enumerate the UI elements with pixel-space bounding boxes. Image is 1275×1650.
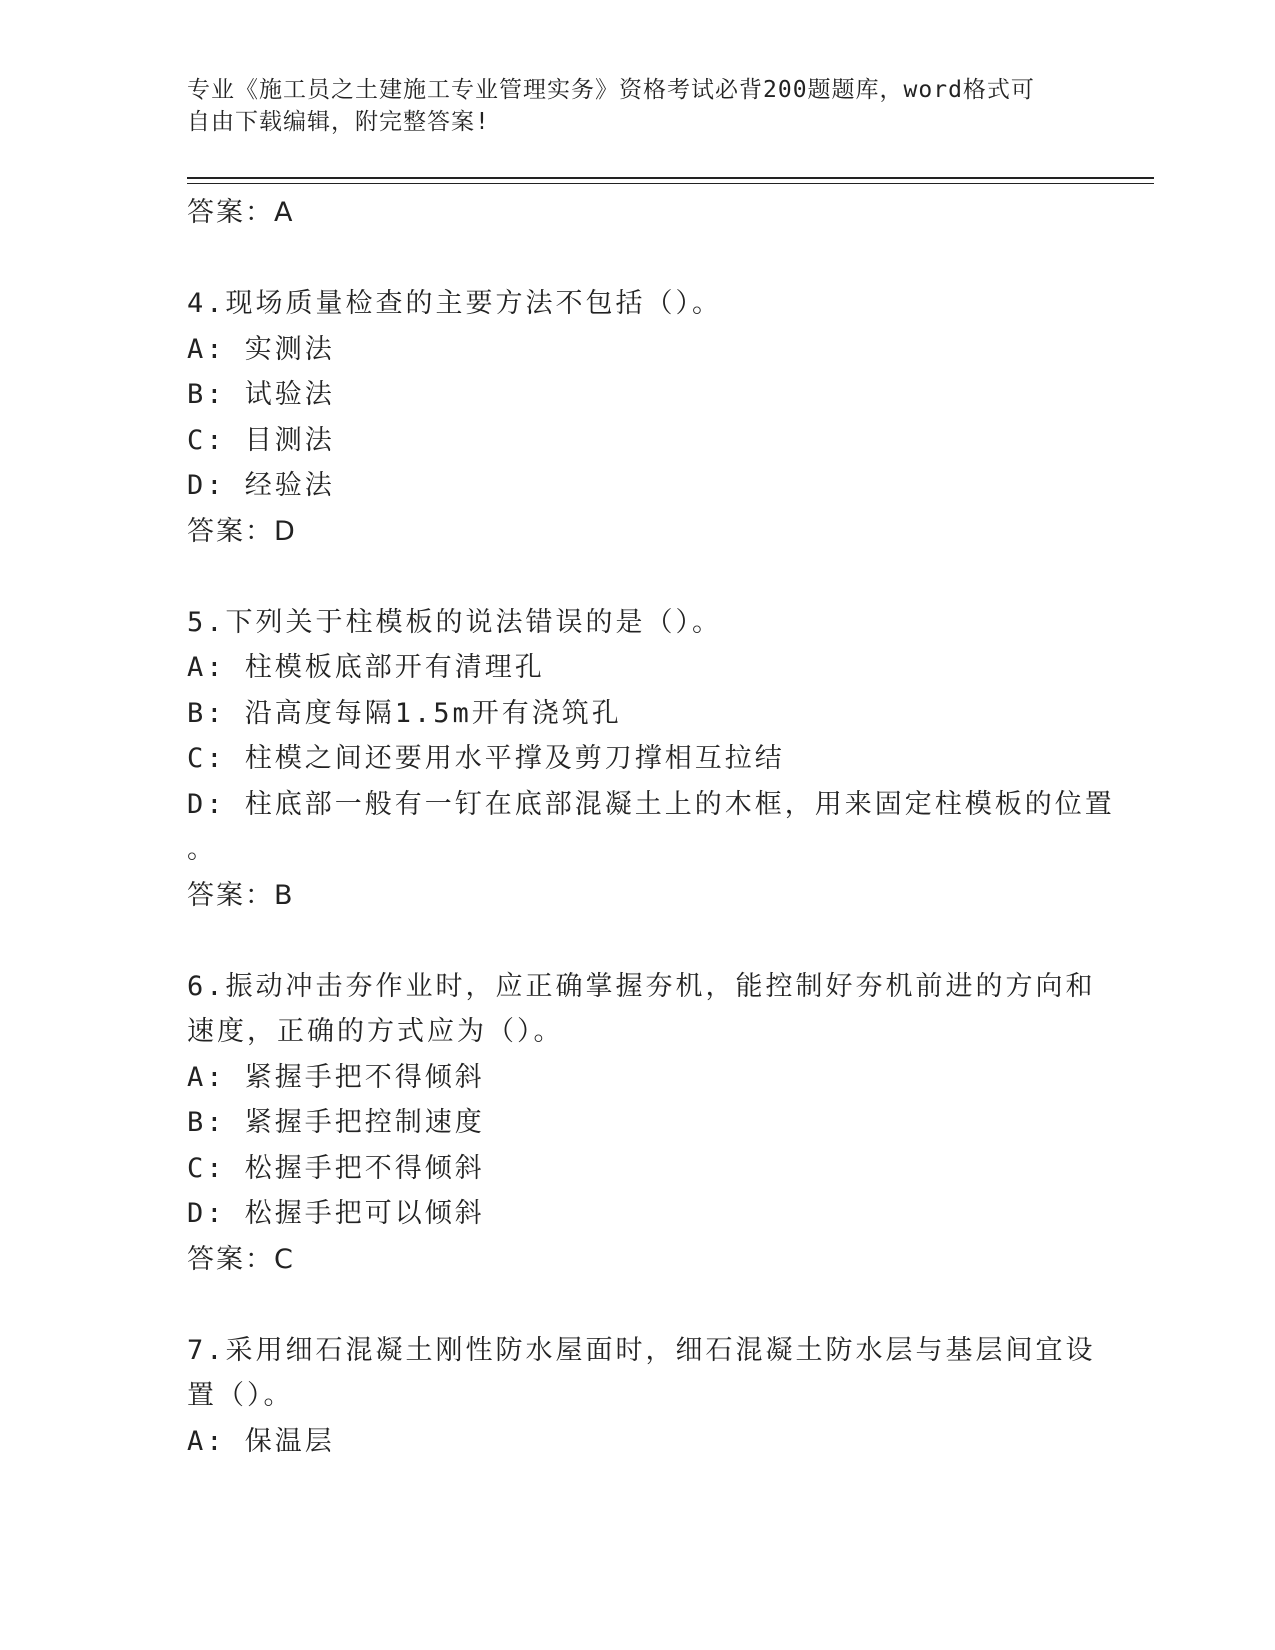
option-b: B: 紧握手把控制速度 xyxy=(187,1107,485,1138)
header-divider-thin xyxy=(187,183,1154,184)
answer: 答案：C xyxy=(187,1243,295,1275)
option-d: D: 松握手把可以倾斜 xyxy=(187,1198,485,1229)
spacer xyxy=(187,1282,1087,1328)
question-list xyxy=(187,190,1115,1464)
option-a: A: 柱模板底部开有清理孔 xyxy=(187,652,545,683)
option-b: B: 试验法 xyxy=(187,379,335,410)
option-c: C: 松握手把不得倾斜 xyxy=(187,1152,485,1184)
question-stem-line-1: 6.振动冲击夯作业时，应正确掌握夯机，能控制好夯机前进的方向和 xyxy=(187,970,1096,1002)
option-a: A: 紧握手把不得倾斜 xyxy=(187,1061,485,1093)
question-stem-line-1: 7.采用细石混凝土刚性防水屋面时，细石混凝土防水层与基层间宜设 xyxy=(187,1334,1096,1366)
option-d: D: 经验法 xyxy=(187,470,335,501)
header-line-2: 自由下载编辑，附完整答案! xyxy=(187,109,490,135)
option-a: A: 实测法 xyxy=(187,333,335,365)
question-5 xyxy=(187,600,1115,919)
question-stem-line-2: 速度，正确的方式应为（）。 xyxy=(187,1016,564,1047)
option-b: B: 沿高度每隔1.5m开有浇筑孔 xyxy=(187,697,622,729)
question-stem: 4.现场质量检查的主要方法不包括（）。 xyxy=(187,288,723,319)
header-divider-thick xyxy=(187,177,1154,179)
spacer xyxy=(187,236,1087,282)
option-c: C: 目测法 xyxy=(187,424,335,456)
spacer xyxy=(187,918,1087,964)
header-line-1: 专业《施工员之土建施工专业管理实务》资格考试必背200题题库，word格式可 xyxy=(187,77,1035,103)
option-d: D: 柱底部一般有一钉在底部混凝土上的木框，用来固定柱模板的位置 xyxy=(187,788,1115,820)
question-7 xyxy=(187,1328,1096,1465)
question-4 xyxy=(187,281,1087,554)
answer-q3: 答案：A xyxy=(187,197,295,228)
spacer xyxy=(187,554,1087,600)
option-a: A: 保温层 xyxy=(187,1425,335,1457)
question-stem-line-2: 置（）。 xyxy=(187,1380,294,1411)
question-stem: 5.下列关于柱模板的说法错误的是（）。 xyxy=(187,606,723,638)
option-d-continuation: 。 xyxy=(187,834,217,865)
document-header xyxy=(187,74,1067,138)
option-c: C: 柱模之间还要用水平撑及剪刀撑相互拉结 xyxy=(187,743,785,774)
question-6 xyxy=(187,964,1096,1283)
answer: 答案：D xyxy=(187,515,297,547)
answer: 答案：B xyxy=(187,879,295,911)
